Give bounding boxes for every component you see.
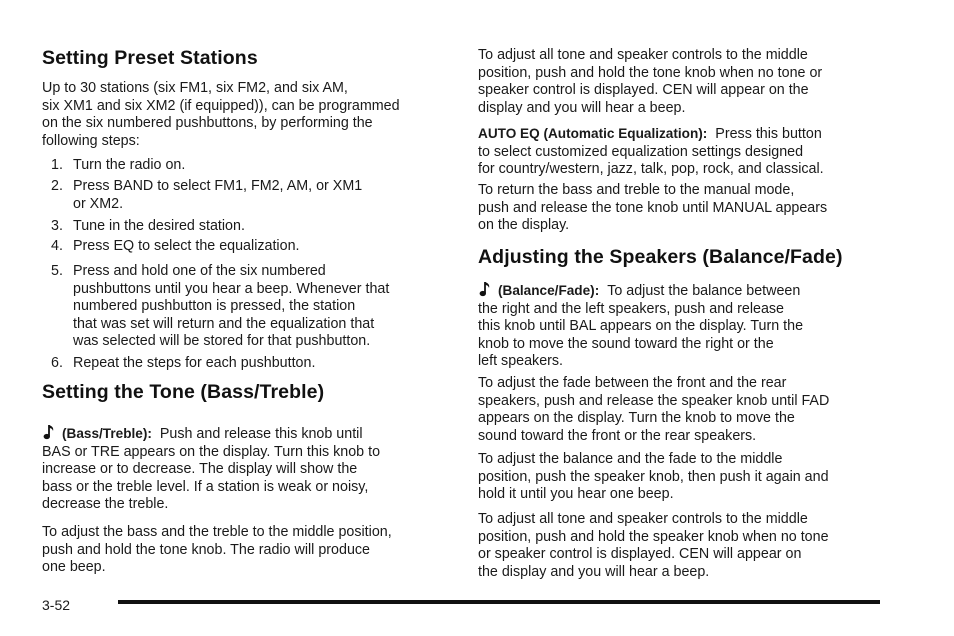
tone-middle-paragraph: To adjust the bass and the treble to the middle position, push and hold the tone knob. The radio will produce one beep.	[42, 524, 392, 576]
section-heading-speakers: Adjusting the Speakers (Balance/Fade)	[478, 246, 843, 268]
balance-description: (Balance/Fade): To adjust the balance between the right and the left speakers, push and release this knob until BAL appears on the display. Turn the knob to move the sound toward the right or the left speakers.	[478, 280, 803, 371]
page-number: 3-52	[42, 597, 71, 613]
speaker-knob-icon	[478, 280, 492, 298]
middle-position-paragraph: To adjust the balance and the fade to the middle position, push the speaker knob, then push it again and hold it until you hear one beep.	[478, 451, 829, 503]
tone-center-paragraph: To adjust all tone and speaker controls to the middle position, push and hold the tone knob when no tone or speaker control is displayed. CEN will appear on the display and you will hear a beep.	[478, 47, 823, 116]
preset-intro: Up to 30 stations (six FM1, six FM2, and six AM, six XM1 and six XM2 (if equipped)), can be programmed on the six numbered pushbuttons, by performing the following steps:	[42, 80, 400, 149]
tone-description: (Bass/Treble): Push and release this knob until BAS or TRE appears on the display. Turn this knob to increase or to decrease. The display will show the bass or the treble level. If a station is weak or noisy, decrease the treble.	[42, 423, 380, 514]
section-heading-preset: Setting Preset Stations	[42, 47, 258, 69]
section-heading-tone: Setting the Tone (Bass/Treble)	[42, 381, 325, 403]
manual-mode-paragraph: To return the bass and treble to the manual mode, push and release the tone knob until MANUAL appears on the display.	[478, 182, 828, 234]
speaker-center-paragraph: To adjust all tone and speaker controls to the middle position, push and hold the speaker knob when no tone or speaker control is displayed. CEN will appear on the display and you will hear a beep.	[478, 511, 829, 580]
tone-knob-icon	[42, 423, 56, 441]
fade-paragraph: To adjust the fade between the front and the rear speakers, push and release the speaker knob until FAD appears on the display. Turn the knob to move the sound toward the front or the rear speakers.	[478, 375, 830, 444]
footer-divider	[118, 600, 880, 604]
auto-eq-paragraph: AUTO EQ (Automatic Equalization): Press this button to select customized equalization settings designed for country/western, jazz, talk, pop, rock, and classical.	[478, 126, 824, 178]
